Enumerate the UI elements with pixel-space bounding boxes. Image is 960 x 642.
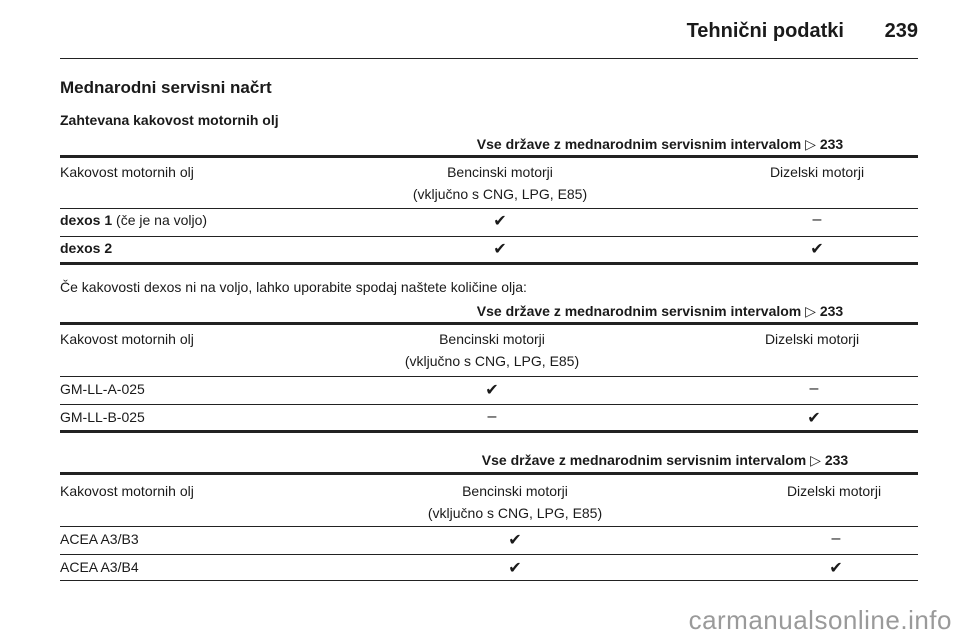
column-header-petrol-note: (vključno s CNG, LPG, E85): [412, 186, 588, 202]
oil-quality-table-2: [60, 303, 918, 433]
oil-quality-table-1: [60, 136, 918, 266]
table-row-label: ACEA A3/B4: [60, 559, 139, 575]
table-row-label: GM-LL-B-025: [60, 409, 145, 425]
check-icon: ✔: [485, 382, 499, 399]
section-title: Mednarodni servisni načrt: [60, 78, 272, 97]
column-header-oil-quality: Kakovost motornih olj: [60, 164, 194, 180]
note-text: Če kakovosti dexos ni na voljo, lahko uporabite spodaj naštete količine olja:: [60, 279, 527, 295]
check-icon: ✔: [508, 560, 522, 577]
chapter-title: Tehnični podatki: [686, 20, 844, 42]
dash-mark: –: [809, 380, 819, 397]
column-header-oil-quality: Kakovost motornih olj: [60, 331, 194, 347]
oil-quality-table-3: [60, 452, 918, 582]
column-header-diesel: Dizelski motorji: [786, 483, 882, 499]
dash-mark: –: [812, 211, 822, 228]
check-icon: ✔: [829, 560, 843, 577]
table-caption: Vse države z mednarodnim servisnim intervalom ▷ 233: [481, 452, 849, 468]
check-icon: ✔: [807, 410, 821, 427]
column-header-petrol: Bencinski motorji: [447, 164, 553, 180]
check-icon: ✔: [493, 213, 507, 230]
column-header-petrol: Bencinski motorji: [439, 331, 545, 347]
watermark-text: carmanualsonline.info: [688, 605, 952, 635]
dash-mark: –: [487, 408, 497, 425]
column-header-oil-quality: Kakovost motornih olj: [60, 483, 194, 499]
check-icon: ✔: [810, 241, 824, 258]
table-row-label: dexos 2: [60, 240, 113, 256]
arrow-right-icon: ▷: [805, 303, 816, 319]
table-caption: Vse države z mednarodnim servisnim intervalom ▷ 233: [476, 303, 844, 319]
column-header-diesel: Dizelski motorji: [764, 331, 860, 347]
column-header-petrol: Bencinski motorji: [462, 483, 568, 499]
check-icon: ✔: [493, 241, 507, 258]
subsection-title: Zahtevana kakovost motornih olj: [60, 112, 279, 128]
table-caption: Vse države z mednarodnim servisnim intervalom ▷ 233: [476, 136, 844, 152]
table-row-label: dexos 1 (če je na voljo): [60, 212, 208, 228]
table-row-label: ACEA A3/B3: [60, 531, 139, 547]
arrow-right-icon: ▷: [810, 452, 821, 468]
dash-mark: –: [831, 530, 841, 547]
page-header: [60, 0, 918, 59]
column-header-petrol-note: (vključno s CNG, LPG, E85): [427, 505, 603, 521]
table-row-label: GM-LL-A-025: [60, 381, 145, 397]
column-header-petrol-note: (vključno s CNG, LPG, E85): [404, 353, 580, 369]
column-header-diesel: Dizelski motorji: [769, 164, 865, 180]
page-number: 239: [884, 20, 918, 42]
check-icon: ✔: [508, 532, 522, 549]
arrow-right-icon: ▷: [805, 136, 816, 152]
